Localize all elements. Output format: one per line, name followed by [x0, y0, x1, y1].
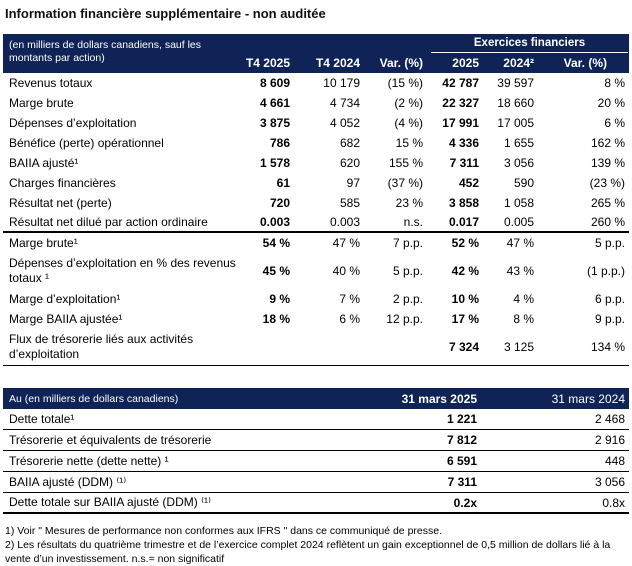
- cell: 8 %: [513, 312, 534, 326]
- cell: 17 991: [442, 116, 479, 130]
- cell: 10 %: [451, 292, 479, 306]
- row-label: Bénéfice (perte) opérationnel: [9, 135, 164, 150]
- cell: 42 %: [451, 264, 479, 278]
- row-label: Résultat net dilué par action ordinaire: [9, 214, 208, 229]
- cell: 20 %: [597, 96, 625, 110]
- cell: 134 %: [590, 340, 625, 354]
- cell: 4 336: [448, 136, 479, 150]
- footnotes: [3, 524, 629, 566]
- row-label: BAIIA ajusté (DDM) ⁽¹⁾: [9, 474, 127, 489]
- table-row: [3, 193, 629, 213]
- col-header-var-y: Var. (%): [563, 56, 607, 70]
- row-label: Marge brute: [9, 95, 74, 110]
- row-label: BAIIA ajusté¹: [9, 155, 79, 170]
- cell: 0.003: [329, 215, 360, 229]
- row-label: Revenus totaux: [9, 75, 93, 90]
- table-row: [3, 493, 629, 514]
- cell: 1 221: [446, 412, 477, 426]
- cell: 155 %: [388, 156, 423, 170]
- cell: (1 p.p.): [586, 264, 625, 278]
- cell: 7 812: [446, 433, 477, 447]
- cell: 7 311: [447, 475, 477, 489]
- fiscal-years-group-header: Exercices financiers: [431, 34, 628, 53]
- cell: 4 %: [513, 292, 534, 306]
- cell: 3 858: [448, 196, 479, 210]
- table-row: [3, 409, 629, 430]
- cell: 1 655: [503, 136, 534, 150]
- cell: (23 %): [589, 176, 625, 190]
- cell: 42 787: [442, 76, 479, 90]
- table2-header: [3, 388, 629, 409]
- cell: 17 %: [451, 312, 479, 326]
- cell: (15 %): [387, 76, 423, 90]
- cell: 0.017: [448, 215, 479, 229]
- cell: 1 058: [503, 196, 534, 210]
- table-row: [3, 93, 629, 113]
- cell: 9 p.p.: [594, 312, 625, 326]
- cell: 620: [339, 156, 360, 170]
- balance-sheet-table: [3, 388, 629, 514]
- cell: 260 %: [590, 215, 625, 229]
- table-row: [3, 153, 629, 173]
- cell: 139 %: [590, 156, 625, 170]
- table-row: [3, 329, 629, 365]
- row-label: Trésorerie nette (dette nette) ¹: [9, 453, 169, 468]
- table-row: [3, 289, 629, 309]
- cell: 47 %: [332, 236, 360, 250]
- cell: 18 660: [497, 96, 534, 110]
- row-label: Marge brute¹: [9, 235, 78, 250]
- cell: 40 %: [332, 264, 360, 278]
- quarterly-results-table: [3, 34, 629, 366]
- row-label: Dette totale¹: [9, 411, 75, 426]
- cell: 4 661: [259, 96, 290, 110]
- table2-unit-label: Au (en milliers de dollars canadiens): [9, 392, 179, 405]
- cell: 23 %: [395, 196, 423, 210]
- table-row: [3, 73, 629, 93]
- cell: 54 %: [262, 236, 290, 250]
- cell: 9 %: [269, 292, 290, 306]
- cell: 452: [458, 176, 479, 190]
- cell: 15 %: [395, 136, 423, 150]
- cell: 0.003: [259, 215, 290, 229]
- cell: 3 056: [594, 475, 625, 489]
- table-row: [3, 133, 629, 153]
- table-row: [3, 430, 629, 451]
- row-label: Marge BAIIA ajustée¹: [9, 311, 123, 326]
- cell: 12 p.p.: [386, 312, 423, 326]
- table1-header: [3, 34, 629, 73]
- cell: 0.2x: [453, 495, 477, 510]
- cell: 6 p.p.: [594, 292, 625, 306]
- cell: 45 %: [262, 264, 290, 278]
- row-label: Dépenses d’exploitation en % des revenus totaux ¹: [9, 256, 236, 285]
- table-row: [3, 213, 629, 233]
- table-row: [3, 113, 629, 133]
- cell: 2 916: [594, 433, 625, 447]
- cell: 97: [346, 176, 360, 190]
- cell: 0.005: [503, 215, 534, 229]
- cell: 2 p.p.: [392, 292, 423, 306]
- cell: 4 052: [329, 116, 360, 130]
- cell: 52 %: [451, 236, 479, 250]
- table-row: [3, 451, 629, 472]
- cell: 47 %: [506, 236, 534, 250]
- cell: 7 324: [448, 340, 479, 354]
- cell: 43 %: [506, 264, 534, 278]
- cell: 5 p.p.: [594, 236, 625, 250]
- cell: 10 179: [323, 76, 360, 90]
- cell: 6 %: [339, 312, 360, 326]
- row-label: Charges financières: [9, 175, 116, 190]
- cell: 4 734: [329, 96, 360, 110]
- row-label: Marge d’exploitation¹: [9, 291, 121, 306]
- col-header-t4-2025: T4 2025: [245, 56, 290, 70]
- cell: 17 005: [497, 116, 534, 130]
- col-header-2025: 2025: [452, 56, 479, 70]
- cell: n.s.: [403, 215, 423, 229]
- cell: 5 p.p.: [392, 264, 423, 278]
- row-label: Trésorerie et équivalents de trésorerie: [9, 432, 212, 447]
- cell: 585: [339, 196, 360, 210]
- col-header-2024: 2024²: [503, 56, 534, 70]
- cell: 6 %: [604, 116, 625, 130]
- cell: 7 p.p.: [392, 236, 423, 250]
- cell: 162 %: [590, 136, 625, 150]
- cell: 3 056: [503, 156, 534, 170]
- cell: 7 311: [449, 156, 479, 170]
- page-title: Information financière supplémentaire - non auditée: [5, 6, 326, 21]
- cell: 22 327: [442, 96, 479, 110]
- cell: 3 125: [503, 340, 534, 354]
- cell: 7 %: [339, 292, 360, 306]
- table-row: [3, 173, 629, 193]
- cell: 786: [269, 136, 290, 150]
- cell: 265 %: [590, 196, 625, 210]
- row-label: Résultat net (perte): [9, 195, 112, 210]
- col-header-31-mars-2025: 31 mars 2025: [401, 391, 477, 406]
- cell: 590: [513, 176, 534, 190]
- cell: 1 578: [259, 156, 290, 170]
- cell: 8 609: [259, 76, 290, 90]
- cell: 6 591: [446, 454, 477, 468]
- cell: (2 %): [394, 96, 423, 110]
- cell: 448: [604, 454, 625, 468]
- cell: 8 %: [604, 76, 625, 90]
- row-label: Dette totale sur BAIIA ajusté (DDM) ⁽¹⁾: [9, 495, 211, 509]
- table-row: [3, 253, 629, 289]
- cell: 39 597: [497, 76, 534, 90]
- cell: (37 %): [387, 176, 423, 190]
- row-label: Flux de trésorerie liés aux activités d’exploitation: [9, 332, 194, 361]
- footnote-2: 2) Les résultats du quatrième trimestre et de l’exercice complet 2024 reflètent un gain exceptionnel de 0,5 million de dollars lié à la vente d’un investissement. n.s.= non significatif: [5, 539, 611, 565]
- cell: 18 %: [262, 312, 290, 326]
- cell: 720: [269, 196, 290, 210]
- footnote-1: 1) Voir " Mesures de performance non conformes aux IFRS " dans ce communiqué de presse.: [5, 525, 442, 537]
- cell: (4 %): [394, 116, 423, 130]
- col-header-t4-2024: T4 2024: [315, 56, 360, 70]
- table-row: [3, 472, 629, 493]
- col-header-var-q: Var. (%): [379, 56, 423, 70]
- table-row: [3, 309, 629, 329]
- cell: 2 468: [594, 412, 625, 426]
- table1-unit-label: (en milliers de dollars canadiens, sauf les montants par action): [9, 39, 202, 64]
- col-header-31-mars-2024: 31 mars 2024: [551, 391, 625, 406]
- cell: 3 875: [259, 116, 290, 130]
- table-row: [3, 233, 629, 253]
- cell: 61: [276, 176, 290, 190]
- row-label: Dépenses d’exploitation: [9, 115, 137, 130]
- cell: 682: [339, 136, 360, 150]
- cell: 0.8x: [602, 495, 625, 510]
